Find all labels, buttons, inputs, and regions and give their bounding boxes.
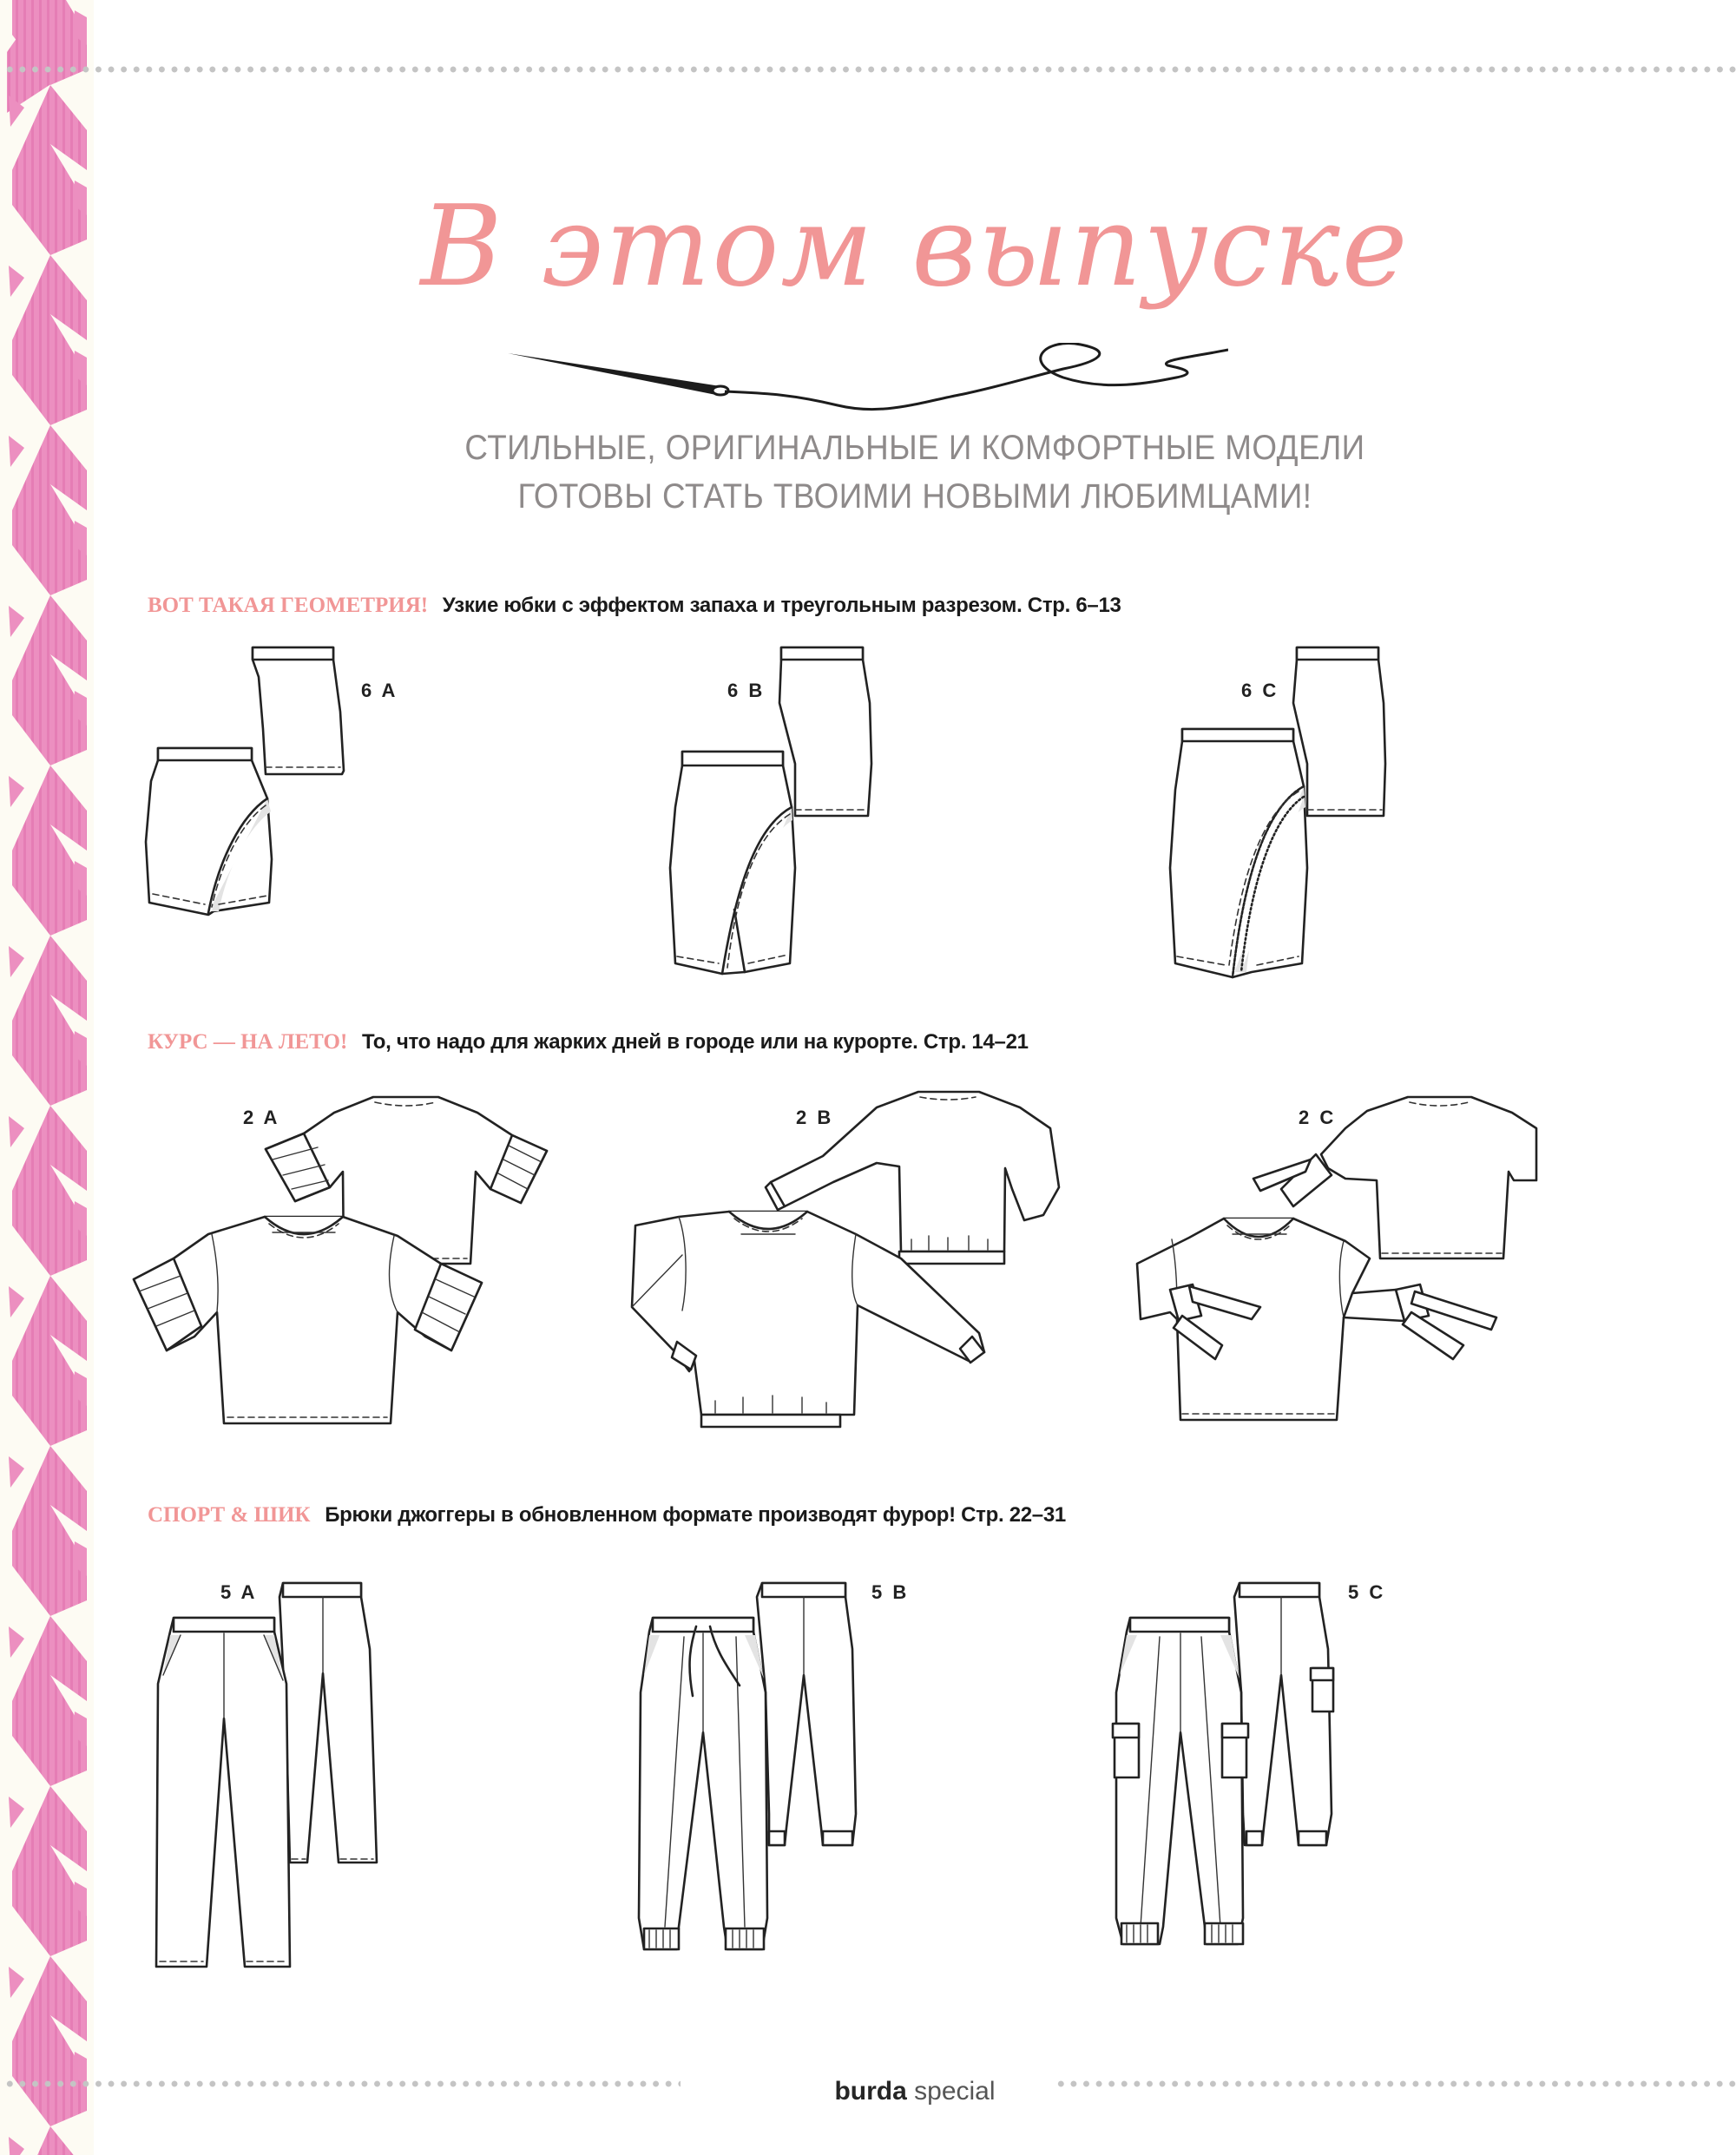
needle-thread-icon <box>508 343 1228 425</box>
page-subtitle <box>160 424 1671 521</box>
section-description: То, что надо для жарких дней в городе или на курорте. Стр. 14–21 <box>361 1030 1029 1054</box>
model-label-2b: 2 B <box>796 1107 834 1128</box>
sketch-trousers-5a <box>139 1562 399 2001</box>
top-dotted-divider <box>3 66 1736 73</box>
brand-sub: special <box>914 2077 996 2106</box>
section-heading-tops <box>148 1030 1029 1055</box>
sketch-joggers-5b <box>625 1562 920 2001</box>
sketch-skirt-6a <box>139 642 382 933</box>
model-label-6c: 6 C <box>1241 680 1279 701</box>
model-label-5c: 5 C <box>1348 1581 1386 1603</box>
sketch-skirt-6c <box>1154 642 1397 994</box>
footer-brand <box>94 2077 1736 2106</box>
model-label-6a: 6 A <box>361 680 398 701</box>
model-label-5b: 5 B <box>871 1581 910 1603</box>
decorative-zigzag-border <box>0 0 94 2155</box>
section-description: Узкие юбки с эффектом запаха и треугольным разрезом. Стр. 6–13 <box>442 594 1121 617</box>
section-heading-trousers <box>148 1503 1066 1528</box>
subtitle-line-1: СТИЛЬНЫЕ, ОРИГИНАЛЬНЫЕ И КОМФОРТНЫЕ МОДЕЛИ <box>464 429 1365 467</box>
sketch-joggers-cargo-5c <box>1094 1562 1406 2001</box>
model-label-5a: 5 A <box>220 1581 258 1603</box>
section-kicker: КУРС — НА ЛЕТО! <box>148 1030 348 1054</box>
sketch-sweatshirt-2b <box>625 1085 1076 1454</box>
sketch-skirt-6b <box>651 642 894 994</box>
brand-name: burda <box>834 2077 907 2106</box>
model-label-6b: 6 B <box>727 680 766 701</box>
section-kicker: СПОРТ & ШИК <box>148 1503 311 1527</box>
sketch-top-tie-2c <box>1120 1085 1571 1454</box>
sketch-top-2a <box>122 1085 573 1454</box>
model-label-2a: 2 A <box>243 1107 280 1128</box>
model-label-2c: 2 C <box>1299 1107 1337 1128</box>
section-heading-skirts <box>148 594 1121 618</box>
zigzag-pattern-icon <box>0 0 94 2155</box>
section-kicker: ВОТ ТАКАЯ ГЕОМЕТРИЯ! <box>148 594 429 617</box>
page-title: В этом выпуске <box>420 182 1410 312</box>
subtitle-line-2: ГОТОВЫ СТАТЬ ТВОИМИ НОВЫМИ ЛЮБИМЦАМИ! <box>517 477 1312 516</box>
section-description: Брюки джоггеры в обновленном формате производят фурор! Стр. 22–31 <box>325 1503 1066 1527</box>
